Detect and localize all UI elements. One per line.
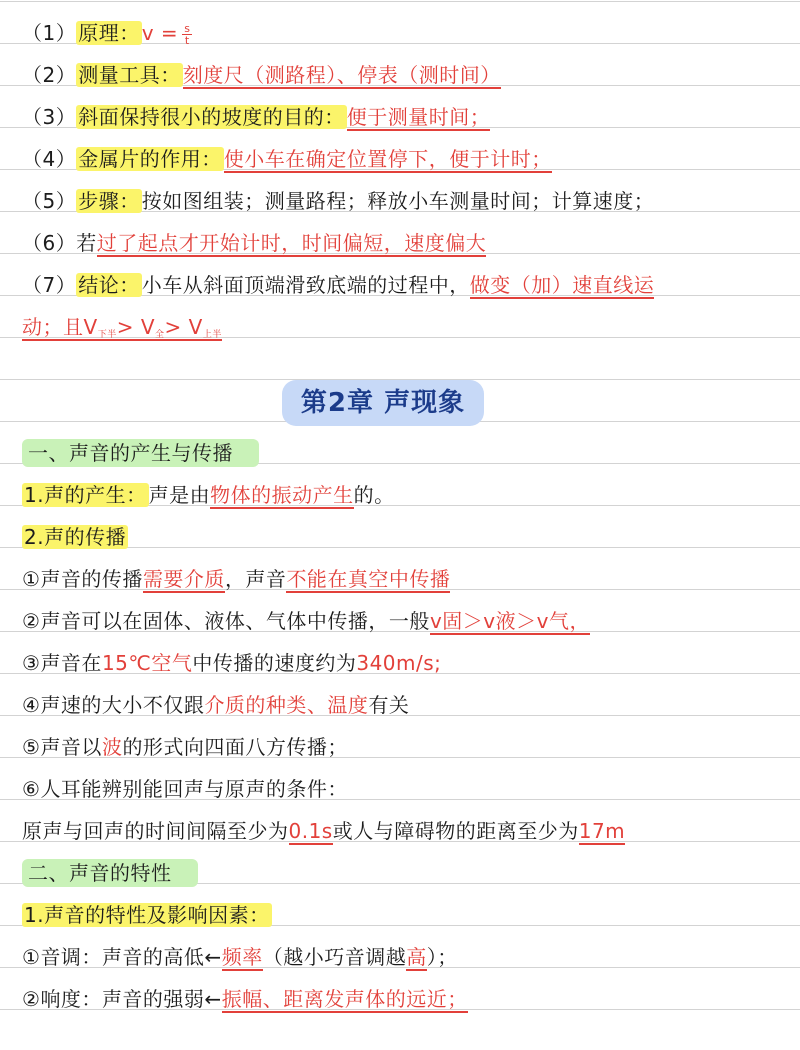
note-line-metal-sheet [22, 140, 780, 178]
section-title: 一、声音的产生与传播 [22, 439, 259, 467]
item-answer: 高 [406, 945, 427, 969]
note-line-principle [22, 14, 780, 52]
section-heading-production [22, 434, 780, 472]
circled-number: ⑥ [22, 777, 41, 801]
fraction-numerator: s [184, 22, 191, 35]
item-label: 1.声的产生： [24, 483, 147, 507]
note-line-tools [22, 56, 780, 94]
item-label: 步骤： [78, 189, 140, 213]
item-answer: 340m/s; [356, 651, 442, 675]
note-line-characteristics-heading [22, 896, 780, 934]
formula-v: v = [141, 21, 179, 45]
item-label: 金属片的作用： [78, 147, 222, 171]
fraction-s-over-t [182, 23, 192, 46]
item-text: 声是由 [148, 483, 211, 507]
item-answer: 频率 [221, 945, 263, 969]
item-number: （6） [22, 231, 77, 255]
item-text: 声音可以在固体、液体、气体中传播，一般 [40, 609, 430, 633]
note-line-echo-condition [22, 812, 780, 850]
note-line-error [22, 224, 780, 262]
item-text: 有关 [368, 693, 410, 717]
item-text: ）； [426, 945, 458, 969]
section-heading-characteristics [22, 854, 780, 892]
item-label: 1.声音的特性及影响因素： [24, 903, 270, 927]
circled-number: ① [22, 945, 41, 969]
item-label: 斜面保持很小的坡度的目的： [78, 105, 345, 129]
item-text: 或人与障碍物的距离至少为 [332, 819, 579, 843]
item-text: 人耳能辨别能回声与原声的条件： [40, 777, 348, 801]
item-number: （3） [22, 105, 77, 129]
note-line-propagation-heading [22, 518, 780, 556]
item-text: 小车从斜面顶端滑致底端的过程中， [141, 273, 470, 297]
note-line-propagation-6 [22, 770, 780, 808]
item-text: 声音的传播 [40, 567, 143, 591]
item-label: 结论： [78, 273, 140, 297]
item-text: ，声音 [224, 567, 287, 591]
item-number: （7） [22, 273, 77, 297]
item-label: 响度： [40, 987, 102, 1011]
circled-number: ④ [22, 693, 41, 717]
item-text: （越小巧音调越 [262, 945, 407, 969]
item-text: 的形式向四面八方传播； [122, 735, 348, 759]
note-line-propagation-3 [22, 644, 780, 682]
note-line-slope-purpose [22, 98, 780, 136]
item-text: 声音在 [40, 651, 102, 675]
item-answer: 需要介质 [142, 567, 225, 591]
item-text: 原声与回声的时间间隔至少为 [22, 819, 289, 843]
chapter-title: 第2章 声现象 [282, 380, 484, 426]
note-line-propagation-5 [22, 728, 780, 766]
item-answer: 不能在真空中传播 [286, 567, 451, 591]
item-number: （2） [22, 63, 77, 87]
item-answer: 做变（加）速直线运 [469, 273, 655, 297]
greater-than: > V [116, 315, 155, 339]
section-title: 二、声音的特性 [22, 859, 198, 887]
note-line-propagation-4 [22, 686, 780, 724]
circled-number: ⑤ [22, 735, 41, 759]
item-answer: 物体的振动产生 [210, 483, 354, 507]
fraction-denominator: t [184, 34, 190, 47]
note-line-loudness [22, 980, 780, 1018]
note-line-propagation-2 [22, 602, 780, 640]
item-label: 原理： [78, 21, 140, 45]
item-text: 中传播的速度约为 [192, 651, 357, 675]
comparison-text: 动；且V [22, 315, 98, 339]
note-line-sound-production [22, 476, 780, 514]
item-prefix: 若 [76, 231, 97, 255]
note-line-conclusion [22, 266, 780, 304]
circled-number: ① [22, 567, 41, 591]
item-text: 按如图组装；测量路程；释放小车测量时间；计算速度； [141, 189, 655, 213]
item-number: （1） [22, 21, 77, 45]
item-label: 测量工具： [78, 63, 181, 87]
item-answer: 0.1s [288, 819, 333, 843]
item-answer: 15℃空气 [101, 651, 193, 675]
circled-number: ② [22, 609, 41, 633]
note-line-steps [22, 182, 780, 220]
item-answer: 17m [578, 819, 626, 843]
item-tail: 的。 [353, 483, 395, 507]
item-answer: 介质的种类、温度 [204, 693, 369, 717]
subscript-upper-half: 上半 [202, 330, 222, 340]
note-line-pitch [22, 938, 780, 976]
item-number: （5） [22, 189, 77, 213]
subscript-whole: 全 [155, 330, 165, 340]
note-line-propagation-1 [22, 560, 780, 598]
velocity-comparison [22, 315, 222, 341]
item-text: 声音的高低← [101, 945, 222, 969]
item-text: 声音的强弱← [101, 987, 222, 1011]
item-text: 声速的大小不仅跟 [40, 693, 205, 717]
item-answer: 便于测量时间； [346, 105, 491, 129]
item-text: 声音以 [40, 735, 102, 759]
item-answer: 使小车在确定位置停下，便于计时； [223, 147, 552, 171]
item-label: 音调： [40, 945, 102, 969]
item-answer: 振幅、距离发声体的远近； [221, 987, 468, 1011]
subscript-lower-half: 下半 [97, 330, 117, 340]
item-label: 2.声的传播 [24, 525, 127, 549]
circled-number: ③ [22, 651, 41, 675]
note-line-conclusion-cont [22, 308, 780, 346]
greater-than: > V [164, 315, 203, 339]
item-number: （4） [22, 147, 77, 171]
item-answer: v固＞v液＞v气， [429, 609, 590, 633]
circled-number: ② [22, 987, 41, 1011]
item-answer: 过了起点才开始计时，时间偏短，速度偏大 [96, 231, 487, 255]
item-answer: 波 [101, 735, 123, 759]
item-answer: 刻度尺（测路程）、停表（测时间） [182, 63, 501, 87]
